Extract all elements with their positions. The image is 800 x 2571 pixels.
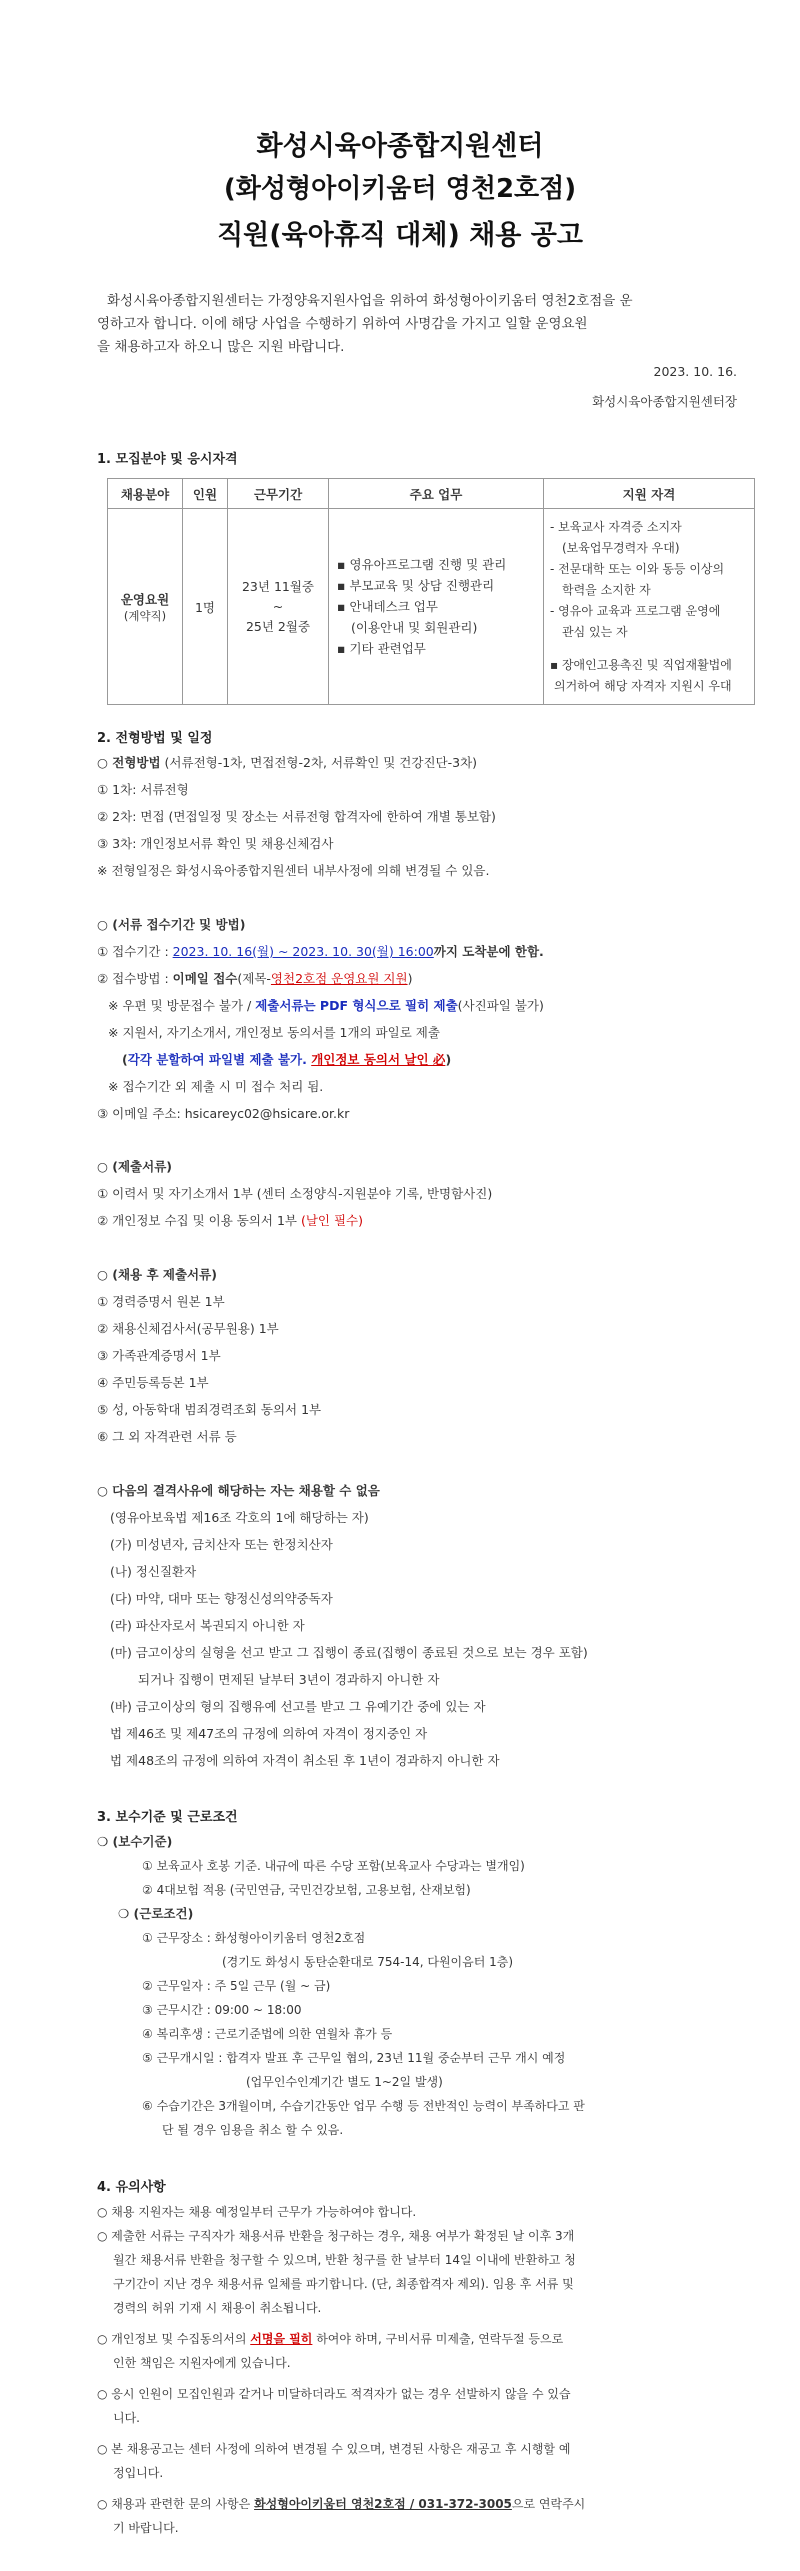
note-item: 기 바랍니다. xyxy=(113,2521,179,2535)
section1-heading: 1. 모집분야 및 응시자격 xyxy=(97,452,238,467)
field-name: 운영요원 xyxy=(120,591,170,607)
note-close: ) xyxy=(445,1052,452,1067)
qual-item: (보육업무경력자 우대) xyxy=(562,540,680,555)
header-field: 채용분야 xyxy=(108,479,183,509)
pay-title: ❍ (보수기준) xyxy=(97,1834,173,1849)
period-sep: ~ xyxy=(272,598,284,614)
method-title: ○ 전형방법 xyxy=(97,755,161,770)
header-count: 인원 xyxy=(183,479,228,509)
note-item: ○ 채용 지원자는 채용 예정일부터 근무가 가능하여야 합니다. xyxy=(97,2205,417,2219)
work-title: ❍ (근로조건) xyxy=(118,1906,194,1921)
receipt-method-end: ) xyxy=(407,971,413,986)
intro-paragraph xyxy=(97,290,737,359)
docs-title: ○ (제출서류) xyxy=(97,1159,172,1174)
list-item: ② 4대보험 적용 (국민연금, 국민건강보험, 고용보험, 산재보험) xyxy=(142,1883,471,1897)
section2-heading: 2. 전형방법 및 일정 xyxy=(97,731,213,746)
receipt-method-label: ② 접수방법 : xyxy=(97,971,173,986)
table-header-row xyxy=(108,479,755,509)
note-contact-pre: ○ 채용과 관련한 문의 사항은 xyxy=(97,2497,255,2511)
recruitment-table xyxy=(107,478,755,705)
list-item: (다) 마약, 대마 또는 향정신성의약중독자 xyxy=(110,1591,333,1606)
receipt-method-paren: (제목- xyxy=(237,971,271,986)
period-start: 23년 11월중 xyxy=(241,578,314,594)
email-subject: 영천2호점 운영요원 지원 xyxy=(270,971,408,986)
note-item: ○ 본 채용공고는 센터 사정에 의하여 변경될 수 있으며, 변경된 사항은 재공고 후 시행할 예 xyxy=(97,2442,571,2456)
header-period: 근무기간 xyxy=(228,479,329,509)
list-item: (마) 금고이상의 실형을 선고 받고 그 집행이 종료(집행이 종료된 것으로 보는 경우 포함) xyxy=(110,1645,588,1660)
cell-field xyxy=(108,509,183,705)
receipt-note-files: ※ 지원서, 자기소개서, 개인정보 동의서를 1개의 파일로 제출 xyxy=(108,1025,440,1040)
note-item: 경력의 허위 기재 시 채용이 취소됩니다. xyxy=(113,2301,322,2315)
cell-count: 1명 xyxy=(183,509,228,705)
list-item: ① 이력서 및 자기소개서 1부 (센터 소정양식-지원분야 기록, 반명함사진) xyxy=(97,1186,493,1201)
doc-seal-required: (날인 필수) xyxy=(300,1213,363,1228)
disqualification-title: ○ 다음의 결격사유에 해당하는 자는 채용할 수 없음 xyxy=(97,1483,380,1498)
doc-consent: ② 개인정보 수집 및 이용 동의서 1부 xyxy=(97,1213,301,1228)
note-pdf: 제출서류는 PDF 형식으로 필히 제출 xyxy=(255,998,458,1013)
note-seal: 개인정보 동의서 날인 必 xyxy=(311,1052,446,1067)
list-item: ③ 근무시간 : 09:00 ~ 18:00 xyxy=(142,2003,302,2017)
list-item: ④ 복리후생 : 근로기준법에 의한 연월차 휴가 등 xyxy=(142,2027,393,2041)
list-item: ② 2차: 면접 (면접일정 및 장소는 서류전형 합격자에 한하여 개별 통보함) xyxy=(97,809,496,824)
header-qualifications: 지원 자격 xyxy=(544,479,755,509)
cell-duties xyxy=(329,509,544,705)
receipt-email: ③ 이메일 주소: hsicareyc02@hsicare.or.kr xyxy=(97,1106,350,1121)
qual-item: 관심 있는 자 xyxy=(562,624,628,639)
receipt-title: ○ (서류 접수기간 및 방법) xyxy=(97,917,246,932)
section4-heading: 4. 유의사항 xyxy=(97,2180,166,2195)
cell-qualifications xyxy=(544,509,755,705)
receipt-note-pdf xyxy=(108,997,544,1015)
note-item xyxy=(97,2330,563,2348)
note-item: ○ 응시 인원이 모집인원과 같거나 미달하더라도 적격자가 없는 경우 선발하지 않을 수 있습 xyxy=(97,2387,571,2401)
note-item: 정입니다. xyxy=(113,2466,164,2480)
header-duties: 주요 업무 xyxy=(329,479,544,509)
intro-line: 을 채용하고자 하오니 많은 지원 바랍니다. xyxy=(97,339,345,355)
title-line3: 직원(육아휴직 대체) 채용 공고 xyxy=(217,220,583,251)
list-item: 단 될 경우 임용을 취소 할 수 있음. xyxy=(162,2123,344,2137)
note-item: 인한 책임은 지원자에게 있습니다. xyxy=(113,2356,291,2370)
note-split: 각각 분할하여 파일별 제출 불가. xyxy=(127,1052,312,1067)
list-item: (영유아보육법 제16조 각호의 1에 해당하는 자) xyxy=(110,1510,369,1525)
duty-item: ▪ 기타 관련업무 xyxy=(337,641,426,656)
contact-info: 화성형아이키움터 영천2호점 / 031-372-3005 xyxy=(254,2497,512,2511)
intro-line: 영하고자 합니다. 이에 해당 사업을 수행하기 위하여 사명감을 가지고 일할 운영요원 xyxy=(97,316,588,332)
list-item xyxy=(97,1212,363,1230)
title-line2: (화성형아이키움터 영천2호점) xyxy=(223,174,577,204)
qual-item: - 전문대학 또는 이와 동등 이상의 xyxy=(550,561,725,576)
after-docs-title: ○ (채용 후 제출서류) xyxy=(97,1267,217,1282)
note-item xyxy=(97,2495,585,2513)
list-item: ② 근무일자 : 주 5일 근무 (월 ~ 금) xyxy=(142,1979,331,1993)
period-end: 25년 2월중 xyxy=(245,618,311,634)
selection-method xyxy=(97,754,477,772)
list-item: ① 보육교사 호봉 기준. 내규에 따른 수당 포함(보육교사 수당과는 별개임) xyxy=(142,1859,525,1873)
duty-item: ▪ 영유아프로그램 진행 및 관리 xyxy=(337,557,507,572)
issuer: 화성시육아종합지원센터장 xyxy=(592,394,737,409)
cell-period xyxy=(228,509,329,705)
list-item: ③ 3차: 개인정보서류 확인 및 채용신체검사 xyxy=(97,836,334,851)
list-item: (라) 파산자로서 복권되지 아니한 자 xyxy=(110,1618,305,1633)
note-contact-post: 으로 연락주시 xyxy=(511,2497,586,2511)
list-item: ① 경력증명서 원본 1부 xyxy=(97,1294,225,1309)
qual-item: - 보육교사 자격증 소지자 xyxy=(550,519,682,534)
field-type: (계약직) xyxy=(123,608,167,623)
notice-date: 2023. 10. 16. xyxy=(653,364,737,379)
list-item: (가) 미성년자, 금치산자 또는 한정치산자 xyxy=(110,1537,333,1552)
note-sign-required: 서명을 필히 xyxy=(250,2332,313,2346)
list-item: 되거나 집행이 면제된 날부터 3년이 경과하지 아니한 자 xyxy=(138,1672,440,1687)
list-item: ③ 가족관계증명서 1부 xyxy=(97,1348,221,1363)
list-item: (경기도 화성시 동탄순환대로 754-14, 다원이음터 1층) xyxy=(222,1955,514,1969)
list-item: ⑤ 근무개시일 : 합격자 발표 후 근무일 협의, 23년 11월 중순부터 근무 개시 예정 xyxy=(142,2051,566,2065)
method-detail: (서류전형-1차, 면접전형-2차, 서류확인 및 건강진단-3차) xyxy=(160,755,478,770)
duty-item: ▪ 부모교육 및 상담 진행관리 xyxy=(337,578,495,593)
receipt-method-email: 이메일 접수 xyxy=(172,971,238,986)
note-open: ( xyxy=(122,1052,128,1067)
section3-heading: 3. 보수기준 및 근로조건 xyxy=(97,1810,238,1825)
note-sign-pre: ○ 개인정보 및 수집동의서의 xyxy=(97,2332,251,2346)
receipt-method xyxy=(97,970,412,988)
intro-line: 화성시육아종합지원센터는 가정양육지원사업을 위하여 화성형아이키움터 영천2호점을 운 xyxy=(107,293,633,309)
duty-item: (이용안내 및 회원관리) xyxy=(351,620,478,635)
duty-item: ▪ 안내데스크 업무 xyxy=(337,599,438,614)
receipt-period-label: ① 접수기간 : xyxy=(97,944,173,959)
list-item: ⑤ 성, 아동학대 범죄경력조회 동의서 1부 xyxy=(97,1402,322,1417)
receipt-note-split xyxy=(122,1051,451,1069)
note-pre: ※ 우편 및 방문접수 불가 / xyxy=(108,998,256,1013)
list-item: (나) 정신질환자 xyxy=(110,1564,197,1579)
list-item: (바) 금고이상의 형의 집행유예 선고를 받고 그 유예기간 중에 있는 자 xyxy=(110,1699,486,1714)
list-item: ① 1차: 서류전형 xyxy=(97,782,189,797)
qual-item: ▪ 장애인고용촉진 및 직업재활법에 xyxy=(550,657,732,672)
receipt-period-date: 2023. 10. 16(월) ~ 2023. 10. 30(월) 16:00 xyxy=(172,944,434,959)
receipt-period-note: 까지 도착분에 한함. xyxy=(433,944,544,959)
note-item: 니다. xyxy=(113,2411,140,2425)
list-item: ② 채용신체검사서(공무원용) 1부 xyxy=(97,1321,279,1336)
list-item: 법 제48조의 규정에 의하여 자격이 취소된 후 1년이 경과하지 아니한 자 xyxy=(110,1753,500,1768)
list-item: ⑥ 수습기간은 3개월이며, 수습기간동안 업무 수행 등 전반적인 능력이 부족하다고 판 xyxy=(142,2099,585,2113)
list-item: ⑥ 그 외 자격관련 서류 등 xyxy=(97,1429,237,1444)
qual-item: 학력을 소지한 자 xyxy=(562,582,651,597)
note-item: ○ 제출한 서류는 구직자가 채용서류 반환을 청구하는 경우, 채용 여부가 확정된 날 이후 3개 xyxy=(97,2229,575,2243)
note-item: 월간 채용서류 반환을 청구할 수 있으며, 반환 청구를 한 날부터 14일 이내에 반환하고 청 xyxy=(113,2253,576,2267)
table-row xyxy=(108,509,755,705)
list-item: 법 제46조 및 제47조의 규정에 의하여 자격이 정지중인 자 xyxy=(110,1726,428,1741)
qual-item: 의거하여 해당 자격자 지원시 우대 xyxy=(554,678,732,693)
note-sign-post: 하여야 하며, 구비서류 미제출, 연락두절 등으로 xyxy=(312,2332,564,2346)
receipt-note-late: ※ 접수기간 외 제출 시 미 접수 처리 됨. xyxy=(108,1079,324,1094)
list-item: ① 근무장소 : 화성형아이키움터 영천2호점 xyxy=(142,1931,366,1945)
list-item: (업무인수인계기간 별도 1~2일 발생) xyxy=(246,2075,443,2089)
title-line1: 화성시육아종합지원센터 xyxy=(256,131,544,162)
list-item: ※ 전형일정은 화성시육아종합지원센터 내부사정에 의해 변경될 수 있음. xyxy=(97,863,490,878)
note-item: 구기간이 지난 경우 채용서류 일체를 파기합니다. (단, 최종합격자 제외). 임용 후 서류 및 xyxy=(113,2277,574,2291)
qual-item: - 영유아 교육과 프로그램 운영에 xyxy=(550,603,721,618)
note-post: (사진파일 불가) xyxy=(457,998,544,1013)
list-item: ④ 주민등록등본 1부 xyxy=(97,1375,209,1390)
receipt-period xyxy=(97,943,544,961)
qual-spacer xyxy=(550,643,753,655)
